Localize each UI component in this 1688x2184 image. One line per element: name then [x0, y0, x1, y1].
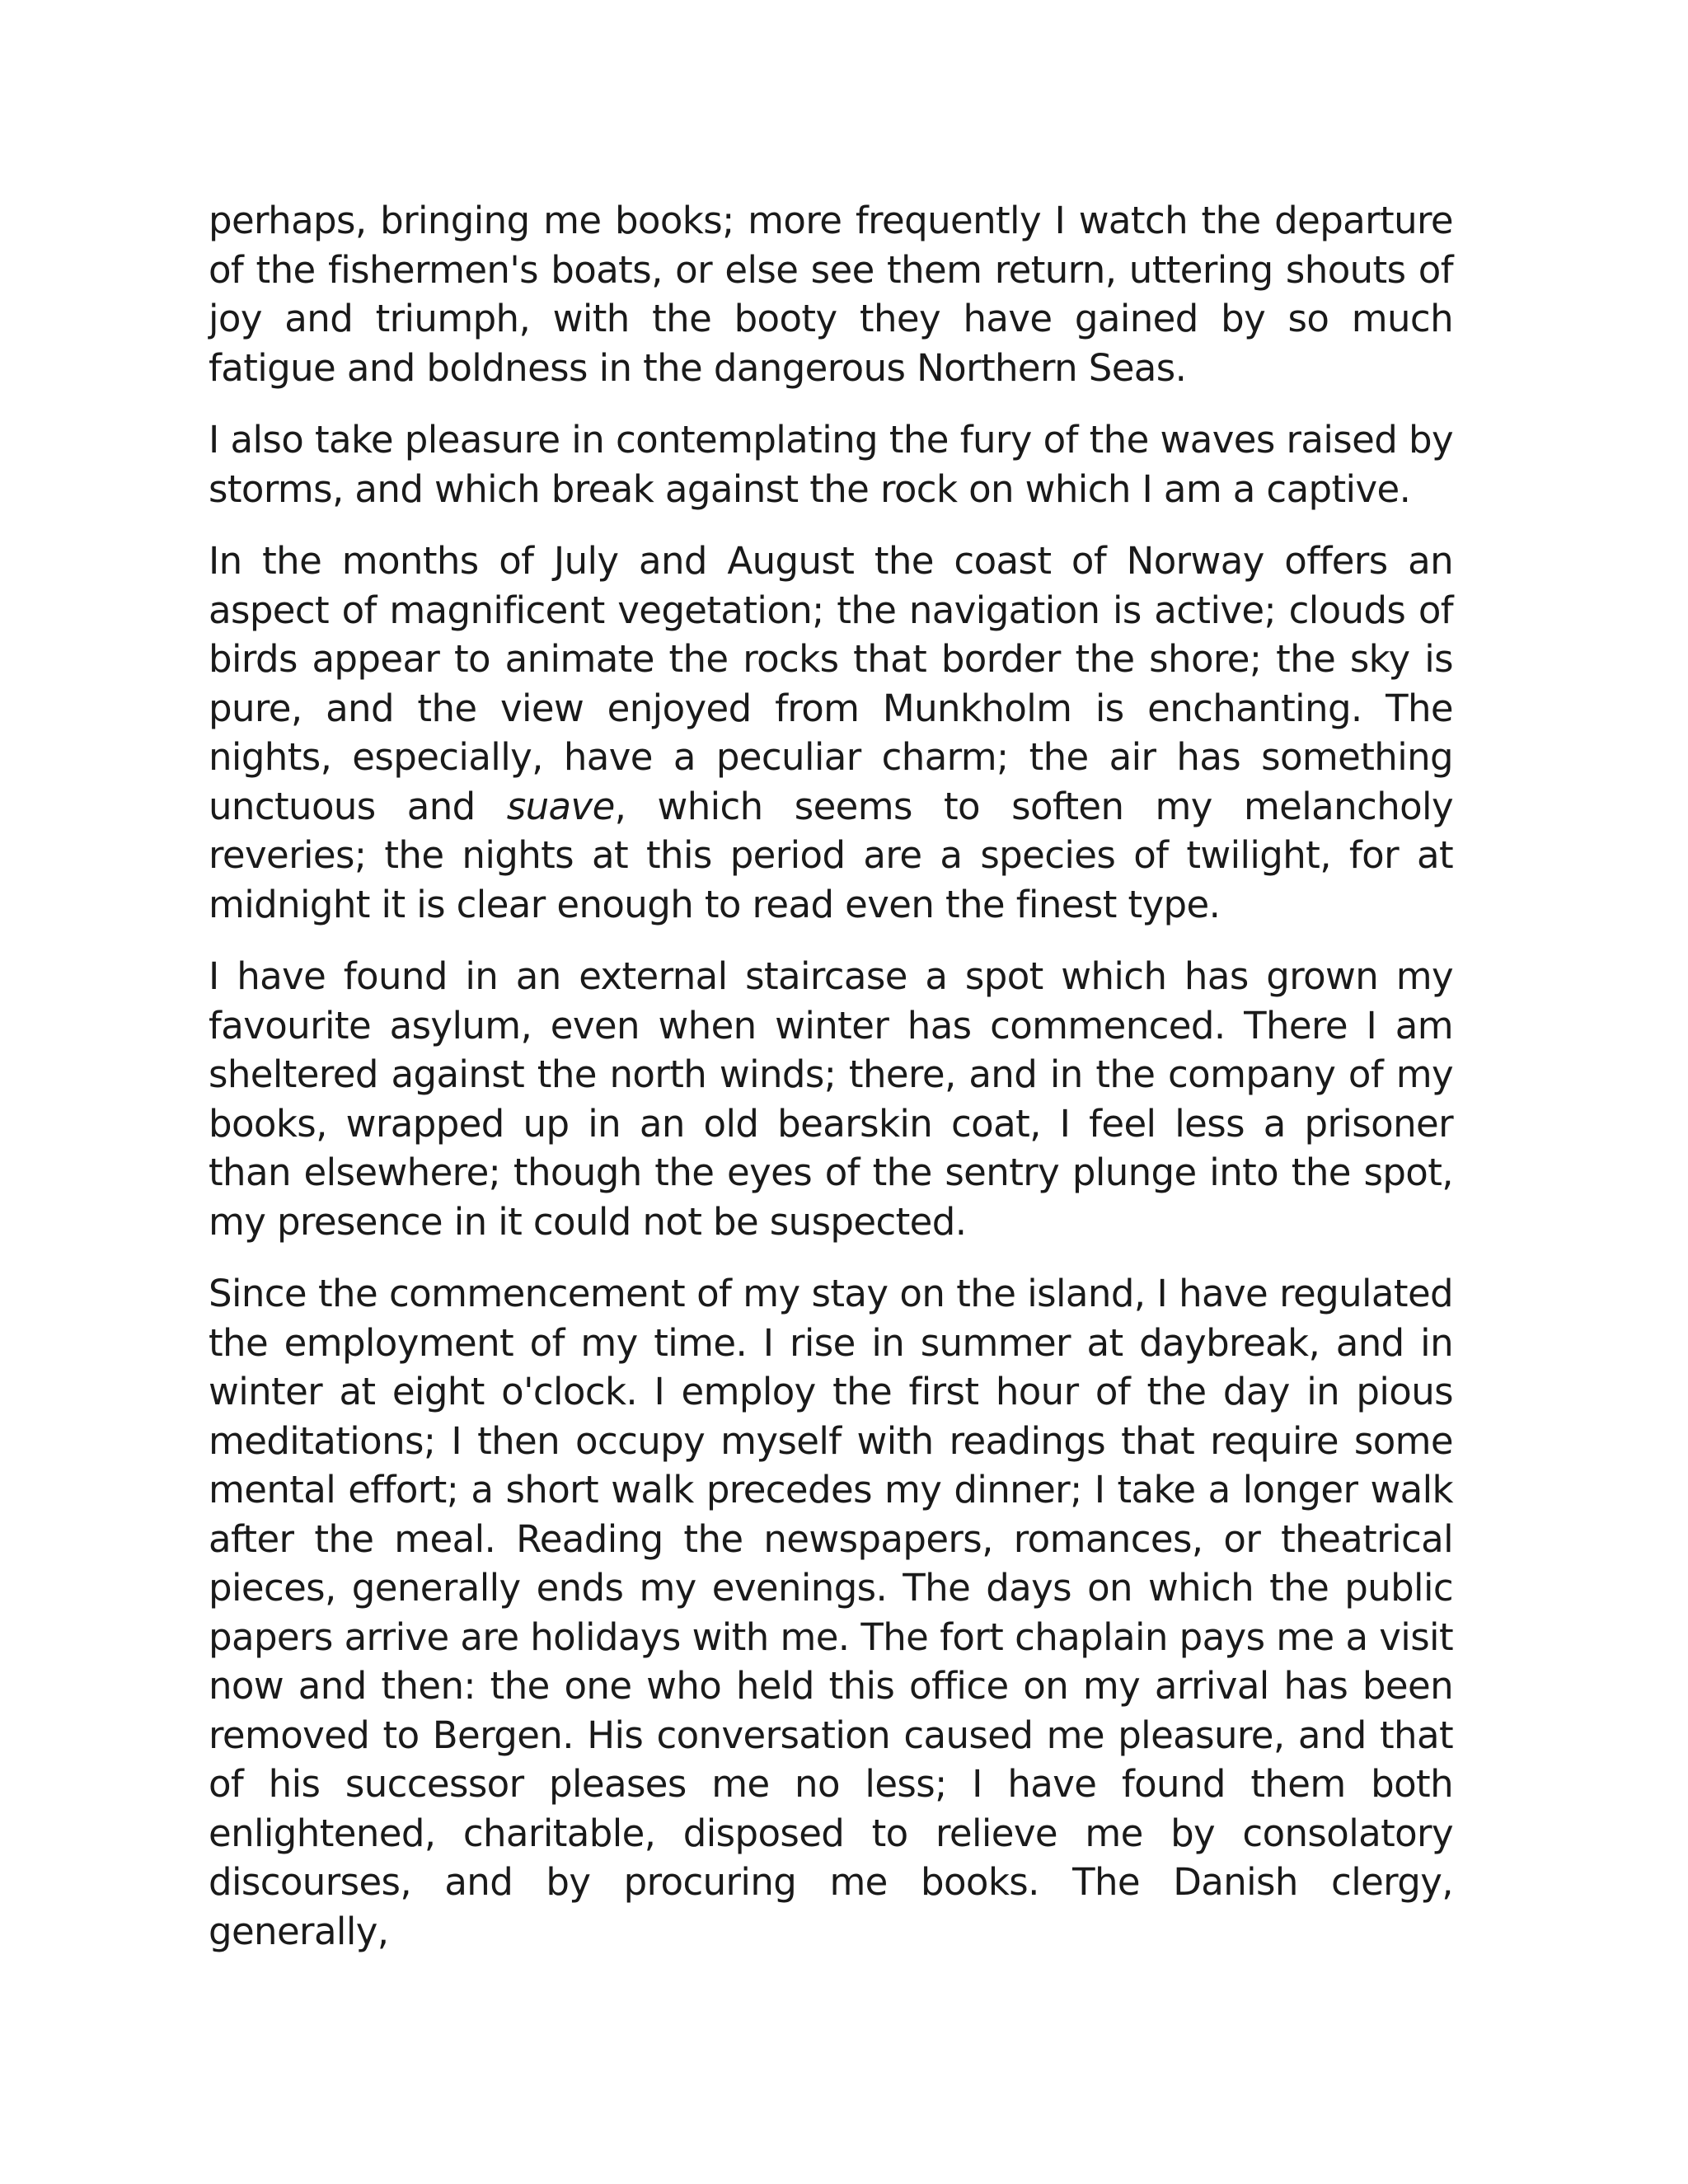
body-text — [209, 196, 1453, 1979]
paragraph-3-text-start: In the months of July and August the coast of Norway offers an aspect of magnificent vegetation; the navigation is active; clouds of birds appear to animate the rocks that border the shore; the sky is pure, and the view enjoyed from Munkholm is enchanting. The nights, especially, have a peculiar charm; the air has something unctuous and — [209, 539, 1453, 828]
paragraph-3 — [209, 537, 1453, 929]
paragraph-5: Since the commencement of my stay on the island, I have regulated the employment of my time. I rise in summer at daybreak, and in winter at eight o'clock. I employ the first hour of the day in pious meditations; I then occupy myself with readings that require some mental effort; a short walk precedes my dinner; I take a longer walk after the meal. Reading the newspapers, romances, or theatrical pieces, generally ends my evenings. The days on which the public papers arrive are holidays with me. The fort chaplain pays me a visit now and then: the one who held this office on my arrival has been removed to Bergen. His conversation caused me pleasure, and that of his successor pleases me no less; I have found them both enlightened, charitable, disposed to relieve me by consolatory discourses, and by procuring me books. The Danish clergy, generally, — [209, 1272, 1453, 1953]
paragraph-3-text-end: , which seems to soften my melancholy reveries; the nights at this period are a species of twilight, for at midnight it is clear enough to read even the finest type. — [209, 784, 1453, 926]
italic-word: suave — [506, 784, 615, 828]
paragraph-1: perhaps, bringing me books; more frequently I watch the departure of the fishermen's boats, or else see them return, uttering shouts of joy and triumph, with the booty they have gained by so much fatigue and boldness in the dangerous Northern Seas. — [209, 199, 1453, 390]
paragraph-4: I have found in an external staircase a spot which has grown my favourite asylum, even when winter has commenced. There I am sheltered against the north winds; there, and in the company of my books, wrapped up in an old bearskin coat, I feel less a prisoner than elsewhere; though the eyes of the sentry plunge into the spot, my presence in it could not be suspected. — [209, 954, 1453, 1244]
paragraph-2: I also take pleasure in contemplating the fury of the waves raised by storms, and which break against the rock on which I am a captive. — [209, 418, 1453, 511]
